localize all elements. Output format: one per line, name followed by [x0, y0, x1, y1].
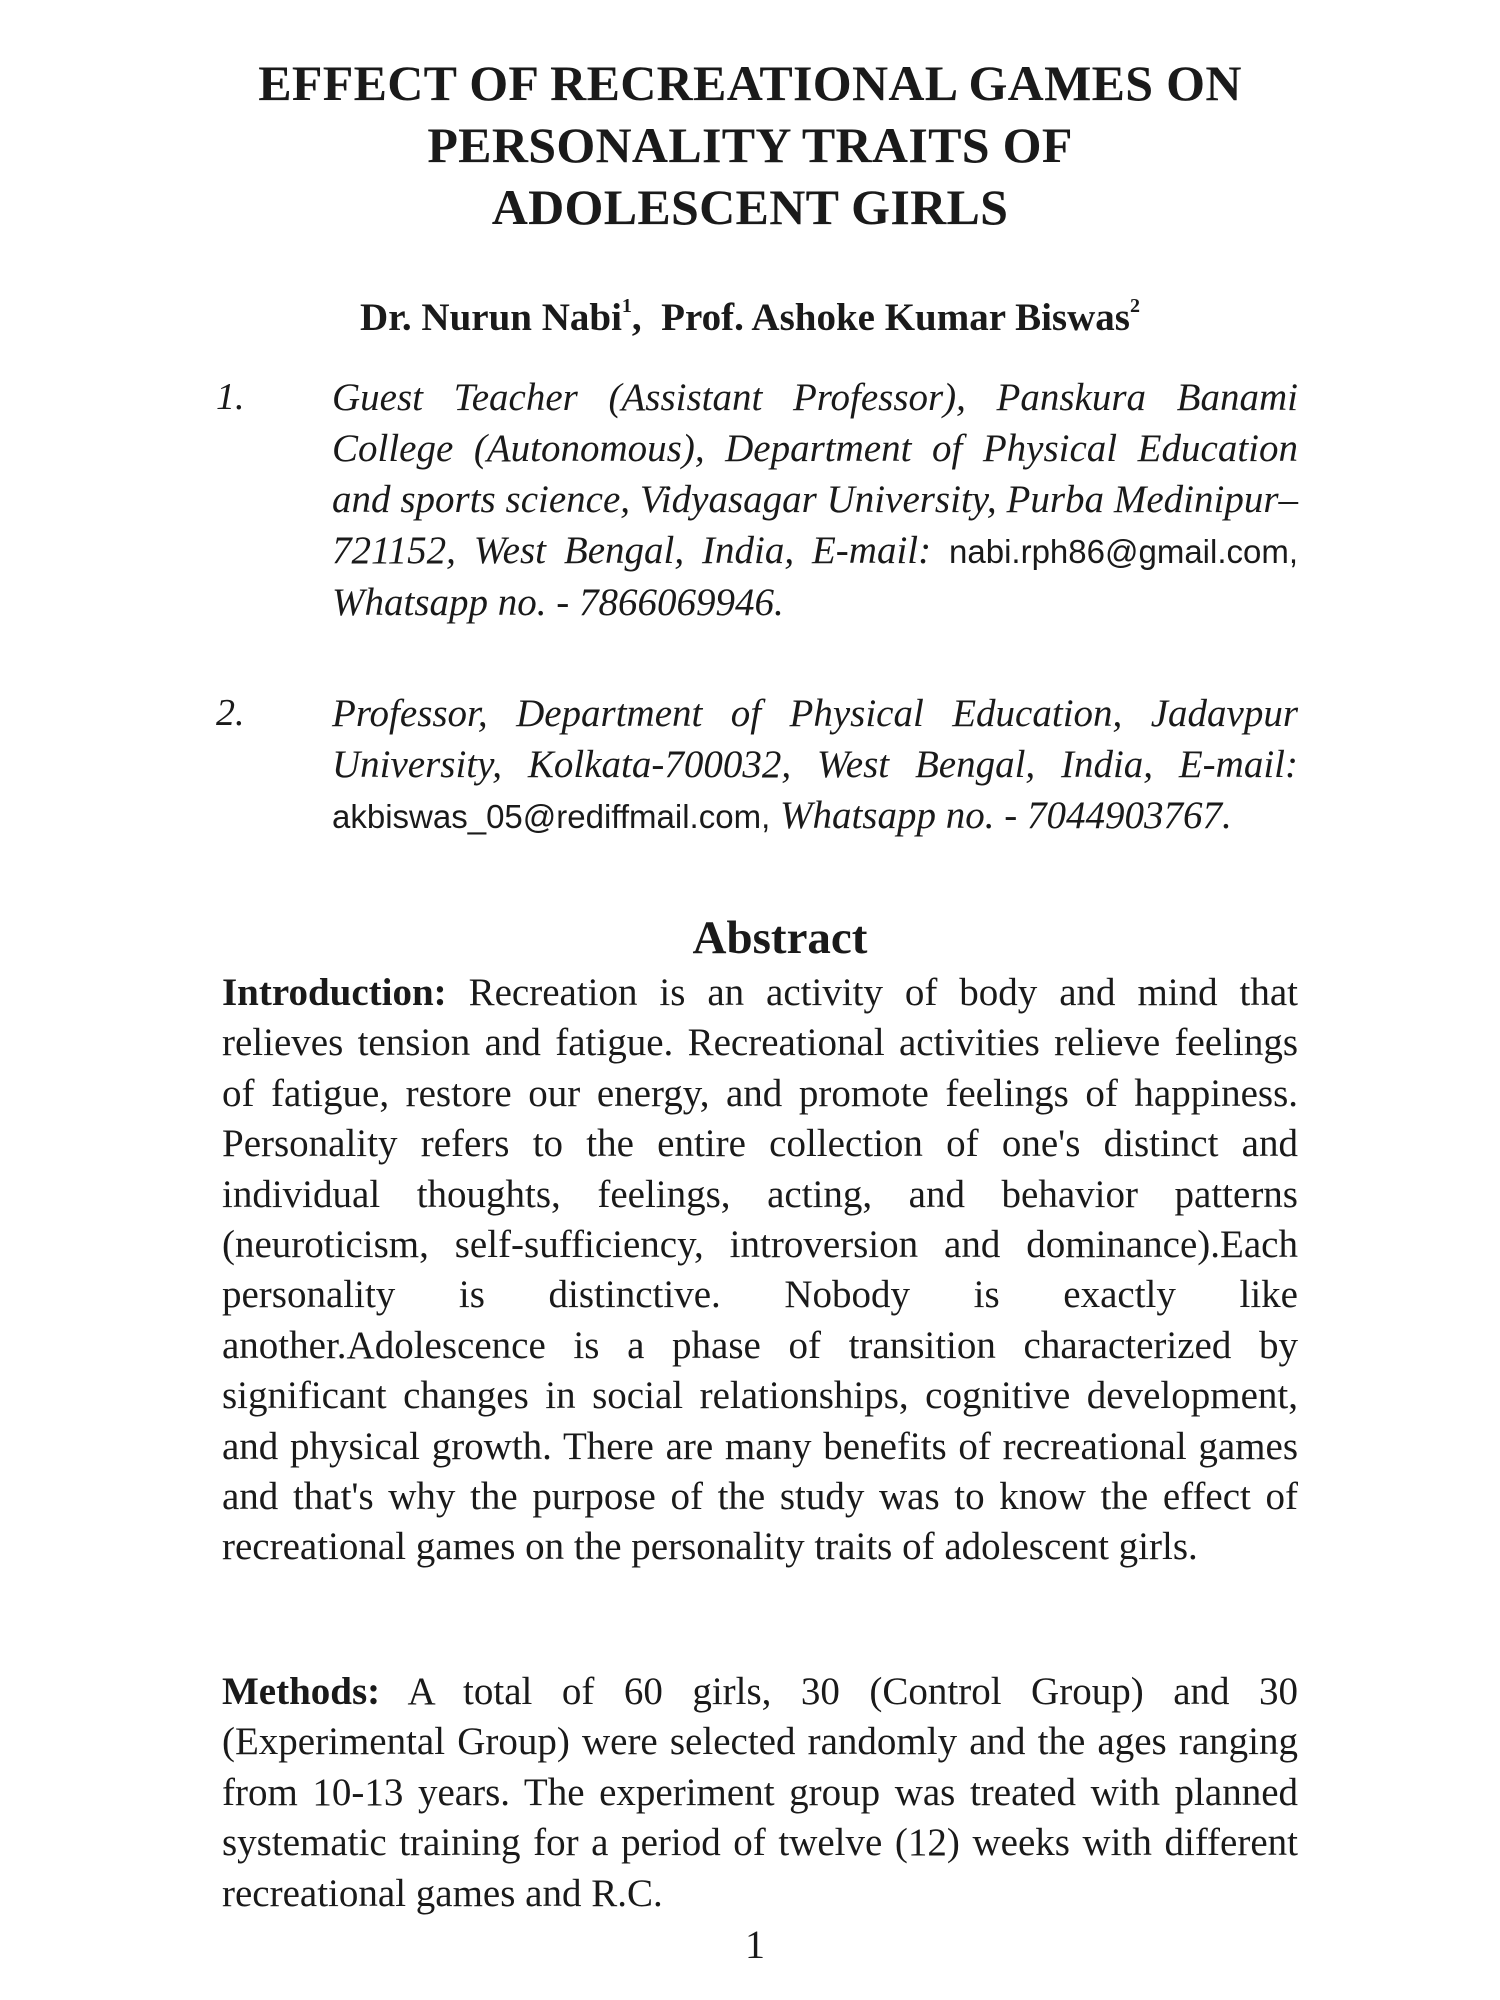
author-sup-2: 2	[1129, 295, 1140, 317]
author-name-2: Prof. Ashoke Kumar Biswas	[661, 296, 1130, 339]
affiliation-body-2: Professor, Department of Physical Education, Jadavpur University, Kolkata-700032, West Bengal, India, E-mail:	[332, 692, 1298, 786]
paper-title	[150, 52, 1350, 238]
affiliation-body-1: Guest Teacher (Assistant Professor), Panskura Banami College (Autonomous), Department of Physical Education and sports science, Vidyasagar University, Purba Medinipur– 721152, West Bengal, India, E-mail:	[332, 376, 1298, 572]
author-line	[150, 282, 1350, 342]
affiliation-email-2[interactable]: akbiswas_05@rediffmail.com,	[332, 798, 771, 835]
title-line-1: EFFECT OF RECREATIONAL GAMES ON	[258, 55, 1242, 111]
affiliation-text-2	[332, 688, 1298, 842]
title-line-2: PERSONALITY TRAITS OF	[427, 117, 1073, 173]
author-sup-1: 1	[621, 295, 632, 317]
author-name-1: Dr. Nurun Nabi	[360, 296, 622, 339]
affiliation-email-1[interactable]: nabi.rph86@gmail.com,	[949, 533, 1299, 570]
introduction-paragraph	[222, 968, 1298, 1573]
page-number: 1	[745, 1922, 765, 1967]
affiliation-whatsapp-1: Whatsapp no. - 7866069946.	[332, 581, 784, 624]
introduction-label: Introduction:	[222, 971, 447, 1014]
title-line-3: ADOLESCENT GIRLS	[491, 179, 1009, 235]
affiliation-whatsapp-2: Whatsapp no. - 7044903767.	[779, 794, 1232, 837]
introduction-text: Recreation is an activity of body and mind that relieves tension and fatigue. Recreational activities relieve feelings of fatigue, restore our energy, and promote feelings of happiness. Personality refers to the entire collection of one's distinct and individual thoughts, feelings, acting, and behavior patterns (neuroticism, self-sufficiency, introversion and dominance).Each personality is distinctive. Nobody is exactly like another.Adolescence is a phase of transition characterized by significant changes in social relationships, cognitive development, and physical growth. There are many benefits of recreational games and that's why the purpose of the study was to know the effect of recreational games on the personality traits of adolescent girls.	[222, 971, 1299, 1569]
author-separator: ,	[631, 296, 642, 339]
methods-paragraph	[222, 1667, 1298, 1919]
affiliation-number-2: 2.	[216, 692, 245, 734]
methods-label: Methods:	[222, 1670, 381, 1713]
affiliation-text-1	[332, 372, 1298, 628]
methods-text: A total of 60 girls, 30 (Control Group) and 30 (Experimental Group) were selected randomly and the ages ranging from 10-13 years. The experiment group was treated with planned systematic training for a period of twelve (12) weeks with different recreational games and R.C.	[222, 1670, 1298, 1915]
affiliation-number-1: 1.	[216, 376, 245, 418]
abstract-heading: Abstract	[692, 912, 868, 964]
